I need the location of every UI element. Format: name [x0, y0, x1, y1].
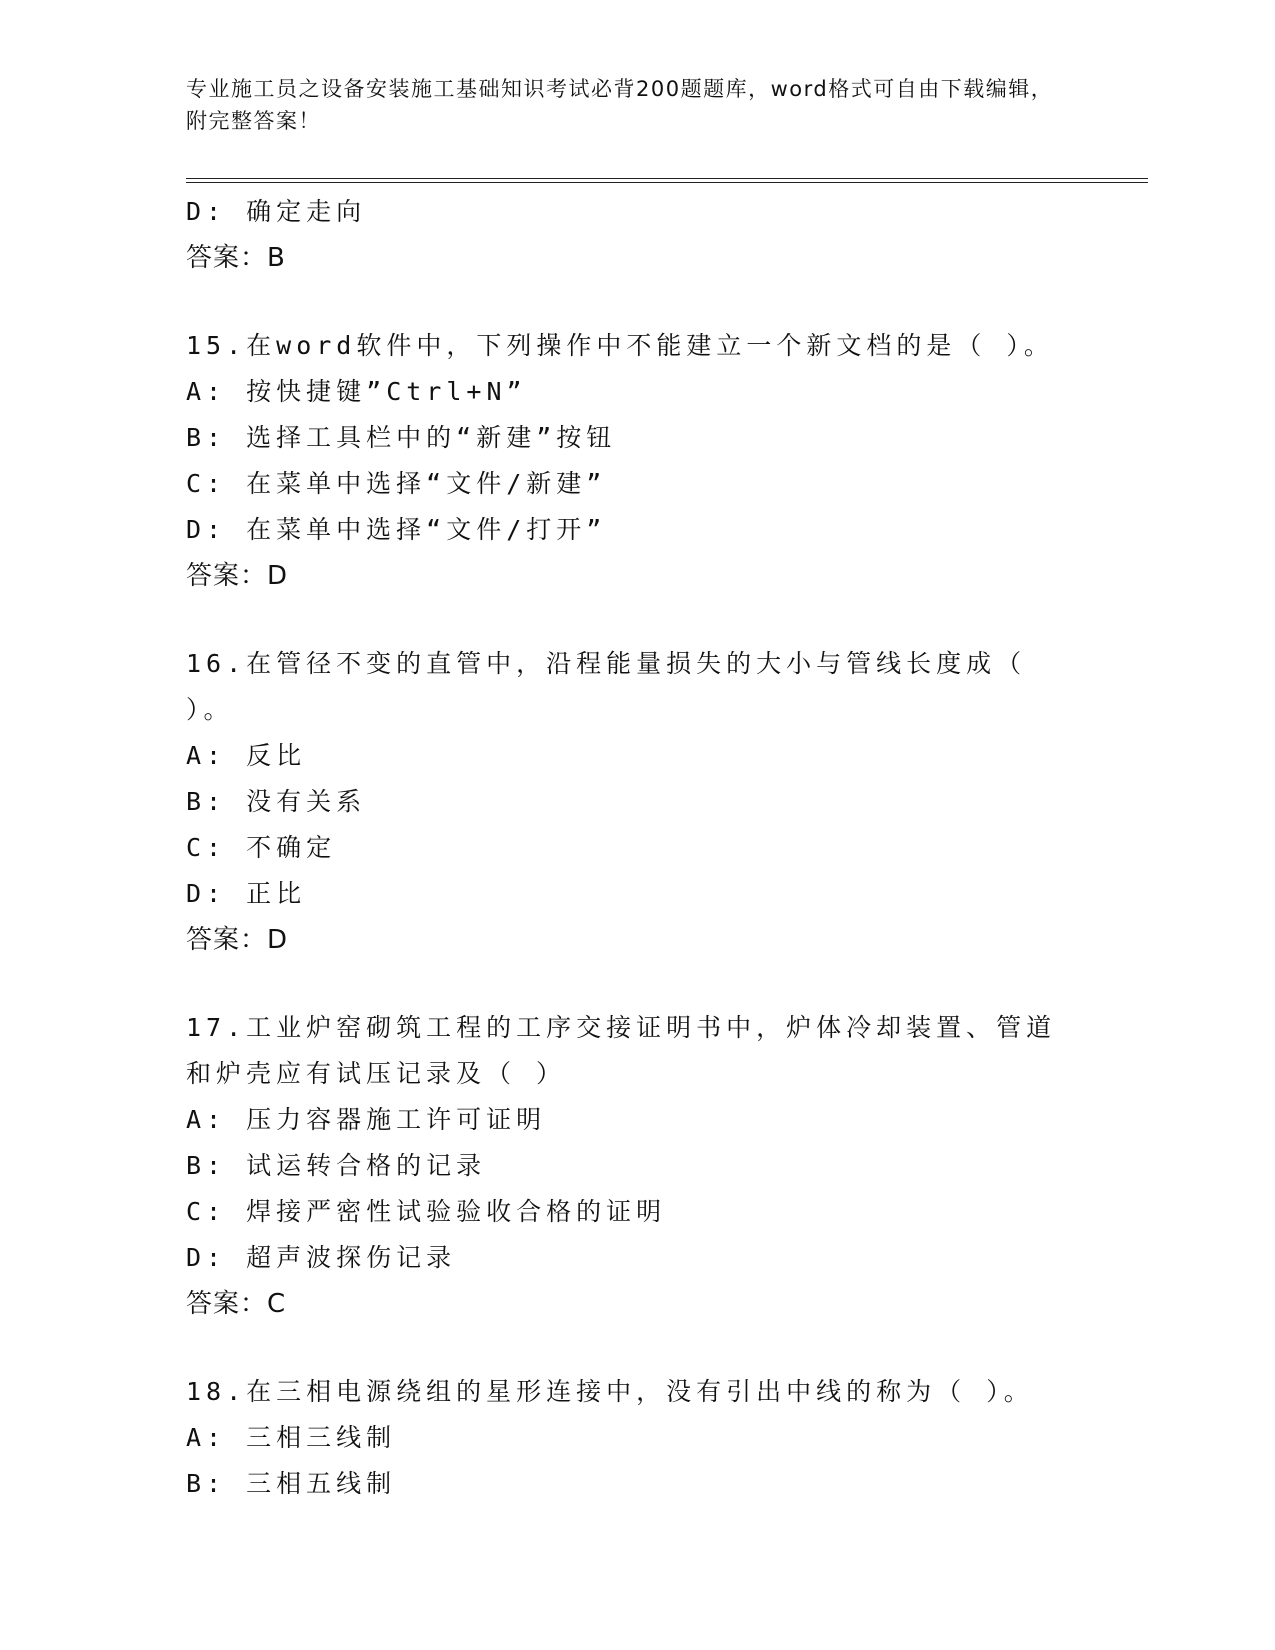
question-18	[186, 1369, 1086, 1507]
option-c: C: 焊接严密性试验验收合格的证明	[186, 1197, 667, 1226]
option-d: D: 确定走向	[186, 197, 367, 226]
question-16	[186, 641, 1086, 963]
option-a: A: 三相三线制	[186, 1423, 397, 1452]
option-c: C: 在菜单中选择“文件/新建”	[186, 469, 607, 498]
option-d: D: 超声波探伤记录	[186, 1243, 457, 1272]
option-b: B: 没有关系	[186, 787, 367, 816]
option-b: B: 三相五线制	[186, 1469, 397, 1498]
question-stem: 17.工业炉窑砌筑工程的工序交接证明书中，炉体冷却装置、管道和炉壳应有试压记录及（ ）	[186, 1013, 1057, 1088]
question-15	[186, 323, 1086, 599]
header-divider-bottom	[186, 182, 1148, 183]
question-14-tail	[186, 189, 1086, 281]
option-a: A: 反比	[186, 741, 307, 770]
page-header: 专业施工员之设备安装施工基础知识考试必背200题题库，word格式可自由下载编辑，附完整答案！	[186, 77, 1054, 133]
answer-line: 答案：C	[186, 1289, 287, 1319]
question-list	[186, 189, 1086, 1507]
question-17	[186, 1005, 1086, 1327]
option-d: D: 正比	[186, 879, 307, 908]
answer-line: 答案：D	[186, 561, 289, 591]
option-a: A: 压力容器施工许可证明	[186, 1105, 547, 1134]
answer-line: 答案：D	[186, 925, 289, 955]
option-b: B: 选择工具栏中的“新建”按钮	[186, 423, 617, 452]
option-d: D: 在菜单中选择“文件/打开”	[186, 515, 607, 544]
question-stem: 16.在管径不变的直管中，沿程能量损失的大小与管线长度成（ ）。	[186, 649, 1027, 724]
option-c: C: 不确定	[186, 833, 337, 862]
option-a: A: 按快捷键”Ctrl+N”	[186, 377, 527, 406]
question-stem: 15.在word软件中，下列操作中不能建立一个新文档的是（ ）。	[186, 331, 1054, 360]
question-stem: 18.在三相电源绕组的星形连接中，没有引出中线的称为（ ）。	[186, 1377, 1034, 1406]
answer-line: 答案：B	[186, 243, 286, 273]
option-b: B: 试运转合格的记录	[186, 1151, 487, 1180]
header-divider-top	[186, 178, 1148, 179]
